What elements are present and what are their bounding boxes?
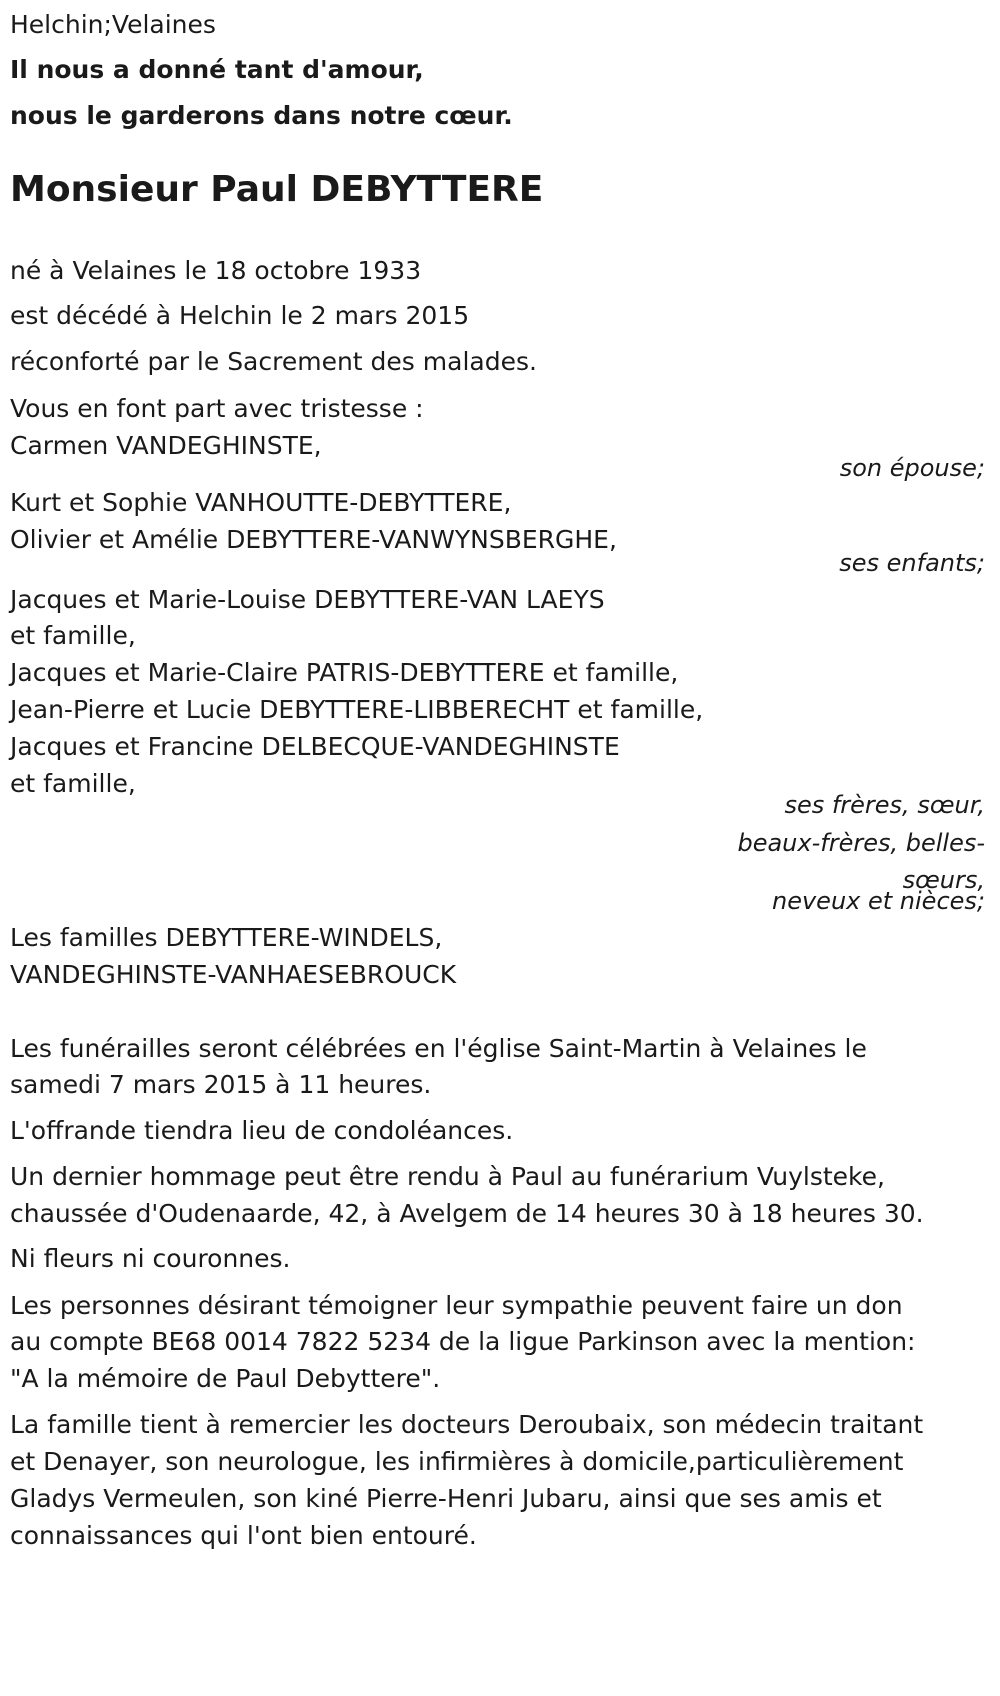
donation-line-1: Les personnes désirant témoigner leur sympathie peuvent faire un don <box>10 1291 903 1320</box>
siblings-role-4: neveux et nièces; <box>772 887 985 915</box>
deceased-name: Monsieur Paul DEBYTTERE <box>10 169 544 210</box>
spouse-role: son épouse; <box>839 454 985 482</box>
child-name-2: Olivier et Amélie DEBYTTERE-VANWYNSBERGHE, <box>10 525 617 554</box>
thanks-line-2: et Denayer, son neurologue, les infirmières à domicile,particulièrement <box>10 1447 904 1476</box>
child-name-1: Kurt et Sophie VANHOUTTE-DEBYTTERE, <box>10 488 512 517</box>
spouse-name: Carmen VANDEGHINSTE, <box>10 431 322 460</box>
places-line: Helchin;Velaines <box>10 10 216 39</box>
siblings-role-2: beaux-frères, belles- <box>737 829 985 857</box>
families-line-1: Les familles DEBYTTERE-WINDELS, <box>10 923 443 952</box>
families-line-2: VANDEGHINSTE-VANHAESEBROUCK <box>10 960 457 989</box>
flowers-line: Ni fleurs ni couronnes. <box>10 1244 291 1273</box>
sibling-line-1: Jacques et Marie-Louise DEBYTTERE-VAN LAEYS <box>10 585 605 614</box>
sibling-line-5: Jacques et Francine DELBECQUE-VANDEGHINSTE <box>10 732 620 761</box>
thanks-line-1: La famille tient à remercier les docteurs Deroubaix, son médecin traitant <box>10 1410 924 1439</box>
sibling-line-2: et famille, <box>10 621 136 650</box>
donation-line-3: "A la mémoire de Paul Debyttere". <box>10 1364 441 1393</box>
tribute-line-2: chaussée d'Oudenaarde, 42, à Avelgem de 14 heures 30 à 18 heures 30. <box>10 1199 924 1228</box>
funeral-line-2: samedi 7 mars 2015 à 11 heures. <box>10 1070 432 1099</box>
sacrament-line: réconforté par le Sacrement des malades. <box>10 347 537 376</box>
epigraph-line-1: Il nous a donné tant d'amour, <box>10 55 424 84</box>
epigraph-line-2: nous le garderons dans notre cœur. <box>10 101 513 130</box>
children-role: ses enfants; <box>839 549 985 577</box>
thanks-line-4: connaissances qui l'ont bien entouré. <box>10 1521 477 1550</box>
birth-line: né à Velaines le 18 octobre 1933 <box>10 256 422 285</box>
siblings-role-1: ses frères, sœur, <box>784 791 985 819</box>
siblings-role-3: sœurs, <box>902 866 985 894</box>
sibling-line-3: Jacques et Marie-Claire PATRIS-DEBYTTERE et famille, <box>10 658 679 687</box>
sibling-line-4: Jean-Pierre et Lucie DEBYTTERE-LIBBERECHT et famille, <box>10 695 704 724</box>
sibling-line-6: et famille, <box>10 769 136 798</box>
offering-line: L'offrande tiendra lieu de condoléances. <box>10 1116 514 1145</box>
announcement-intro: Vous en font part avec tristesse : <box>10 394 424 423</box>
thanks-line-3: Gladys Vermeulen, son kiné Pierre-Henri Jubaru, ainsi que ses amis et <box>10 1484 882 1513</box>
death-line: est décédé à Helchin le 2 mars 2015 <box>10 301 470 330</box>
donation-line-2: au compte BE68 0014 7822 5234 de la ligue Parkinson avec la mention: <box>10 1327 916 1356</box>
tribute-line-1: Un dernier hommage peut être rendu à Paul au funérarium Vuylsteke, <box>10 1162 885 1191</box>
funeral-line-1: Les funérailles seront célébrées en l'église Saint-Martin à Velaines le <box>10 1034 867 1063</box>
